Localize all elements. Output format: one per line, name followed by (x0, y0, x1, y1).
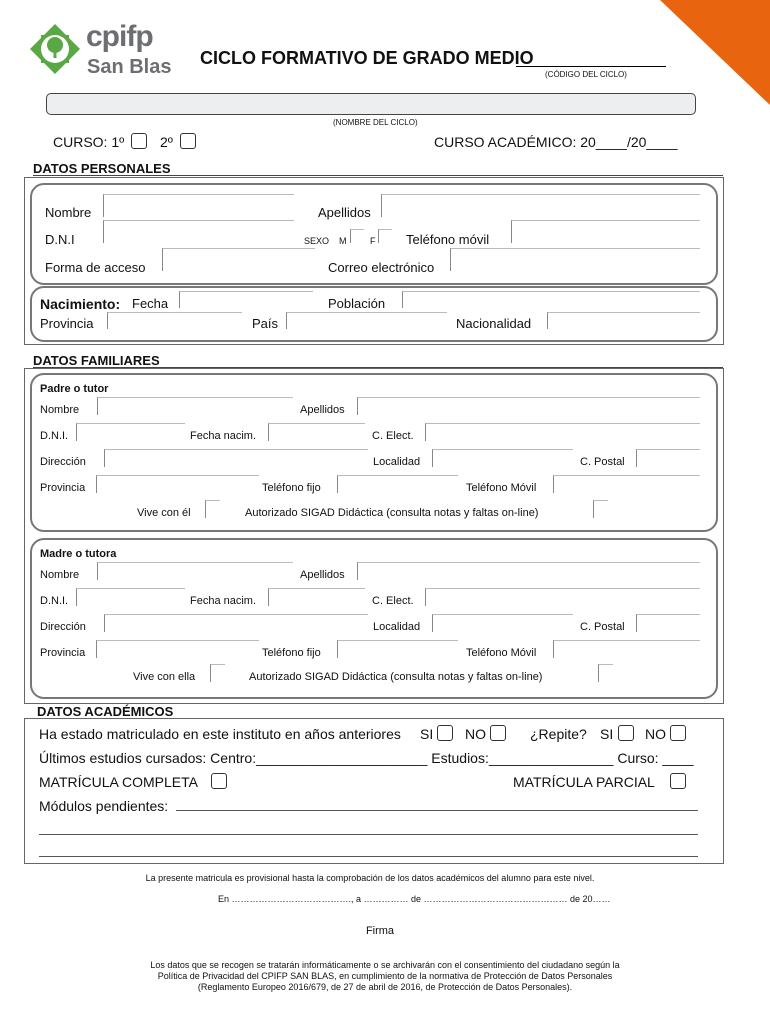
madre-label-direccion: Dirección (40, 621, 86, 633)
label-sexo-m: M (339, 236, 347, 246)
label-sexo: SEXO (304, 236, 330, 246)
madre-title: Madre o tutora (40, 548, 117, 560)
label-apellidos: Apellidos (318, 205, 371, 220)
forma-acceso-field[interactable] (162, 248, 315, 271)
padre-apellidos-field[interactable] (357, 397, 700, 415)
repite-si-checkbox[interactable] (618, 725, 634, 741)
firma-label: Firma (365, 925, 395, 937)
madre-label-apellidos: Apellidos (300, 569, 345, 581)
madre-apellidos-field[interactable] (357, 562, 700, 580)
label-fecha: Fecha (132, 296, 169, 311)
section-rule (33, 175, 723, 176)
label-telefono-movil: Teléfono móvil (406, 232, 490, 247)
poblacion-field[interactable] (402, 291, 700, 308)
padre-label-nombre: Nombre (40, 404, 80, 416)
sexo-m-checkbox[interactable] (350, 229, 364, 243)
sexo-f-checkbox[interactable] (378, 229, 392, 243)
madre-label-c-postal: C. Postal (580, 621, 625, 633)
padre-localidad-field[interactable] (432, 449, 573, 467)
codigo-ciclo-caption: (CÓDIGO DEL CICLO) (545, 70, 627, 79)
nombre-ciclo-field[interactable] (46, 93, 696, 115)
label-provincia: Provincia (40, 316, 94, 331)
fecha-firma-line[interactable]: En …………………………………., a …………… de ………………………………………… de 20…… (218, 894, 611, 904)
label-pais: País (252, 316, 279, 331)
padre-provincia-field[interactable] (96, 475, 259, 493)
padre-label-localidad: Localidad (373, 456, 421, 468)
curso-1-checkbox[interactable] (131, 133, 147, 149)
nacionalidad-field[interactable] (547, 312, 700, 329)
brand-name-top: cpifp (86, 20, 153, 53)
label-matriculado-no: NO (465, 726, 486, 742)
telefono-movil-field[interactable] (511, 220, 700, 243)
padre-nombre-field[interactable] (97, 397, 293, 415)
padre-telefono-movil-field[interactable] (553, 475, 700, 493)
matricula-completa-checkbox[interactable] (211, 773, 227, 789)
madre-dni-field[interactable] (76, 588, 185, 606)
padre-title: Padre o tutor (40, 383, 109, 395)
label-matriculado-si: SI (420, 726, 434, 742)
label-modulos-pendientes: Módulos pendientes: (39, 798, 169, 814)
madre-label-provincia: Provincia (40, 647, 86, 659)
padre-label-apellidos: Apellidos (300, 404, 345, 416)
label-matricula-parcial: MATRÍCULA PARCIAL (513, 774, 655, 790)
madre-vive-con-checkbox[interactable] (210, 664, 225, 682)
matriculado-no-checkbox[interactable] (490, 725, 506, 741)
padre-label-telefono-fijo: Teléfono fijo (262, 482, 321, 494)
dni-field[interactable] (103, 220, 294, 243)
madre-provincia-field[interactable] (96, 640, 259, 658)
madre-label-telefono-movil: Teléfono Móvil (466, 647, 537, 659)
section-title-personal: DATOS PERSONALES (33, 161, 171, 176)
label-repite: ¿Repite? (530, 726, 587, 742)
label-sexo-f: F (370, 236, 376, 246)
padre-label-vive-con: Vive con él (137, 507, 191, 519)
madre-label-dni: D.N.I. (40, 595, 69, 607)
label-nombre: Nombre (45, 205, 92, 220)
padre-autorizado-checkbox[interactable] (593, 500, 608, 518)
curso-2-label: 2º (160, 134, 173, 150)
modulos-line-3[interactable] (39, 856, 698, 857)
modulos-line-1[interactable] (176, 810, 698, 811)
padre-label-autorizado: Autorizado SIGAD Didáctica (consulta notas y faltas on-line) (245, 507, 539, 519)
section-title-academicos: DATOS ACADÉMICOS (37, 704, 174, 719)
legal-text-2: Política de Privacidad del CPIFP SAN BLAS, en cumplimiento de la normativa de Protección de Datos Personales (157, 971, 613, 981)
padre-label-c-postal: C. Postal (580, 456, 625, 468)
label-nacimiento: Nacimiento: (40, 296, 121, 312)
curso-academico: CURSO ACADÉMICO: 20____/20____ (434, 134, 678, 150)
legal-text-3: (Reglamento Europeo 2016/679, de 27 de abril de 2016, de Protección de Datos Personales). (197, 982, 573, 992)
madre-label-fecha-nacim: Fecha nacim. (190, 595, 257, 607)
madre-telefono-fijo-field[interactable] (337, 640, 458, 658)
label-repite-si: SI (600, 726, 614, 742)
padre-dni-field[interactable] (76, 423, 185, 441)
label-correo: Correo electrónico (328, 260, 435, 275)
padre-fecha-nacim-field[interactable] (268, 423, 365, 441)
form-title: CICLO FORMATIVO DE GRADO MEDIO (200, 48, 534, 68)
padre-label-fecha-nacim: Fecha nacim. (190, 430, 257, 442)
label-nacionalidad: Nacionalidad (456, 316, 532, 331)
codigo-ciclo-line[interactable] (516, 66, 666, 67)
matricula-parcial-checkbox[interactable] (670, 773, 686, 789)
padre-label-provincia: Provincia (40, 482, 86, 494)
madre-c-postal-field[interactable] (636, 614, 700, 632)
brand-name-bottom: San Blas (87, 56, 172, 78)
school-logo-icon (28, 22, 82, 76)
nombre-field[interactable] (103, 194, 294, 217)
padre-label-telefono-movil: Teléfono Móvil (466, 482, 537, 494)
correo-field[interactable] (450, 248, 700, 271)
madre-autorizado-checkbox[interactable] (598, 664, 613, 682)
madre-direccion-field[interactable] (104, 614, 368, 632)
madre-label-autorizado: Autorizado SIGAD Didáctica (consulta notas y faltas on-line) (249, 671, 543, 683)
madre-telefono-movil-field[interactable] (553, 640, 700, 658)
padre-vive-con-checkbox[interactable] (205, 500, 220, 518)
padre-direccion-field[interactable] (104, 449, 368, 467)
modulos-line-2[interactable] (39, 834, 698, 835)
provisional-note: La presente matricula es provisional hasta la comprobación de los datos académicos del alumno para este nivel. (145, 873, 595, 883)
madre-c-elect-field[interactable] (425, 588, 700, 606)
ultimos-estudios-line[interactable]: Últimos estudios cursados: Centro:______________________ Estudios:________________ Curso: ____ (39, 750, 694, 766)
madre-label-telefono-fijo: Teléfono fijo (262, 647, 321, 659)
legal-text-1: Los datos que se recogen se tratarán informáticamente o se archivarán con el consentimiento del ciudadano según la (150, 960, 620, 970)
curso-2-checkbox[interactable] (180, 133, 196, 149)
padre-telefono-fijo-field[interactable] (337, 475, 458, 493)
nombre-ciclo-caption: (NOMBRE DEL CICLO) (333, 118, 418, 127)
padre-label-c-elect: C. Elect. (372, 430, 414, 442)
label-forma-acceso: Forma de acceso (45, 260, 146, 275)
section-title-familiares: DATOS FAMILIARES (33, 353, 160, 368)
label-matricula-completa: MATRÍCULA COMPLETA (39, 774, 198, 790)
padre-c-postal-field[interactable] (636, 449, 700, 467)
label-matriculado: Ha estado matriculado en este instituto en años anteriores (39, 726, 401, 742)
padre-label-direccion: Dirección (40, 456, 86, 468)
madre-nombre-field[interactable] (97, 562, 293, 580)
madre-label-nombre: Nombre (40, 569, 80, 581)
label-dni: D.N.I (45, 232, 75, 247)
padre-label-dni: D.N.I. (40, 430, 69, 442)
matriculado-si-checkbox[interactable] (437, 725, 453, 741)
label-poblacion: Población (328, 296, 386, 311)
madre-label-vive-con: Vive con ella (133, 671, 196, 683)
label-repite-no: NO (645, 726, 666, 742)
pais-field[interactable] (286, 312, 447, 329)
apellidos-field[interactable] (381, 194, 700, 217)
orange-corner-decoration (660, 0, 770, 105)
repite-no-checkbox[interactable] (670, 725, 686, 741)
curso-label: CURSO: 1º (53, 134, 125, 150)
madre-localidad-field[interactable] (432, 614, 573, 632)
fecha-nacimiento-field[interactable] (179, 291, 313, 308)
padre-c-elect-field[interactable] (425, 423, 700, 441)
provincia-field[interactable] (107, 312, 242, 329)
madre-label-c-elect: C. Elect. (372, 595, 414, 607)
madre-label-localidad: Localidad (373, 621, 421, 633)
madre-fecha-nacim-field[interactable] (268, 588, 365, 606)
